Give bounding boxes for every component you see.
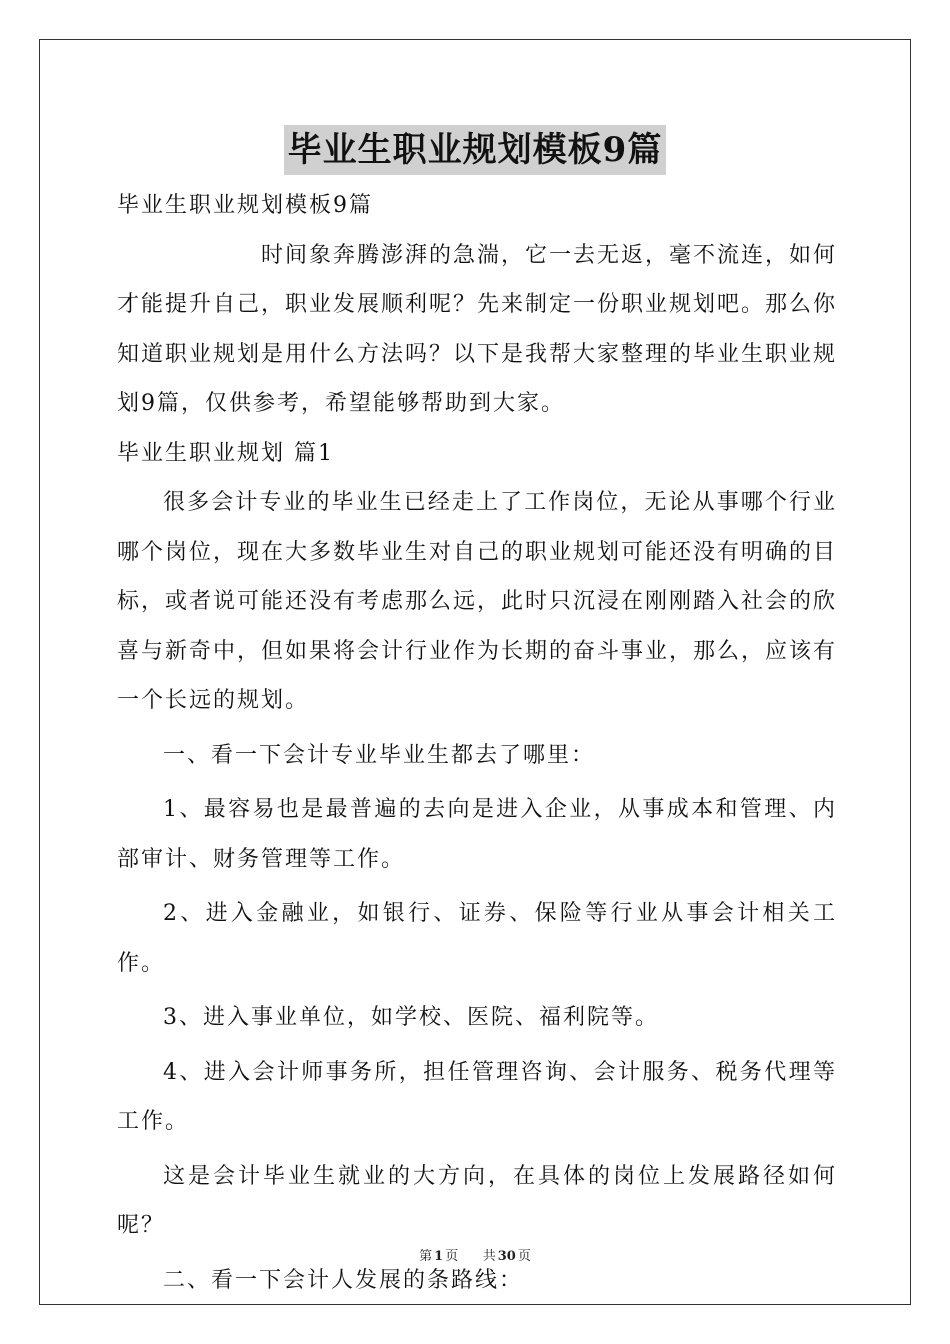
- total-pages: 30: [497, 1249, 516, 1264]
- document-body: [117, 181, 837, 1305]
- list-item: 1、最容易也是最普遍的去向是进入企业，从事成本和管理、内部审计、财务管理等工作。: [117, 797, 837, 872]
- list-heading: 一、看一下会计专业毕业生都去了哪里：: [163, 742, 596, 768]
- page-suffix: 页: [445, 1249, 459, 1264]
- page-prefix: 第: [419, 1249, 433, 1264]
- page-current: 1: [434, 1249, 444, 1264]
- body-paragraph: 这是会计毕业生就业的大方向，在具体的岗位上发展路径如何呢？: [117, 1163, 837, 1238]
- subtitle-paragraph: 毕业生职业规划模板9篇: [117, 193, 373, 218]
- body-paragraph: 很多会计专业的毕业生已经走上了工作岗位，无论从事哪个行业哪个岗位，现在大多数毕业生对自己的职业规划可能还没有明确的目标，或者说可能还没有考虑那么远，此时只沉浸在刚刚踏入社会的欣喜与新奇中，但如果将会计行业作为长期的奋斗事业，那么，应该有一个长远的规划。: [117, 490, 838, 713]
- page-total: [481, 1249, 533, 1264]
- intro-paragraph: 时间象奔腾澎湃的急湍，它一去无返，毫不流连，如何才能提升自己，职业发展顺利呢？先来制定一份职业规划吧。那么你知道职业规划是用什么方法吗？以下是我帮大家整理的毕业生职业规划9篇，仅供参考，希望能够帮助到大家。: [117, 242, 838, 416]
- total-suffix: 页: [517, 1249, 531, 1264]
- section-heading: 毕业生职业规划 篇1: [117, 440, 334, 466]
- list-item: 2、进入金融业，如银行、证券、保险等行业从事会计相关工作。: [117, 901, 837, 976]
- total-prefix: 共: [482, 1249, 496, 1264]
- page-footer: [0, 1245, 950, 1264]
- list-item: 3、进入事业单位，如学校、医院、福利院等。: [163, 1005, 659, 1030]
- list-item: 4、进入会计师事务所，担任管理咨询、会计服务、税务代理等工作。: [117, 1059, 837, 1134]
- document-title: [0, 125, 950, 175]
- list-heading: 二、看一下会计人发展的条路线：: [163, 1267, 524, 1293]
- document-title-text: 毕业生职业规划模板9篇: [284, 125, 667, 175]
- page-number: [417, 1249, 460, 1264]
